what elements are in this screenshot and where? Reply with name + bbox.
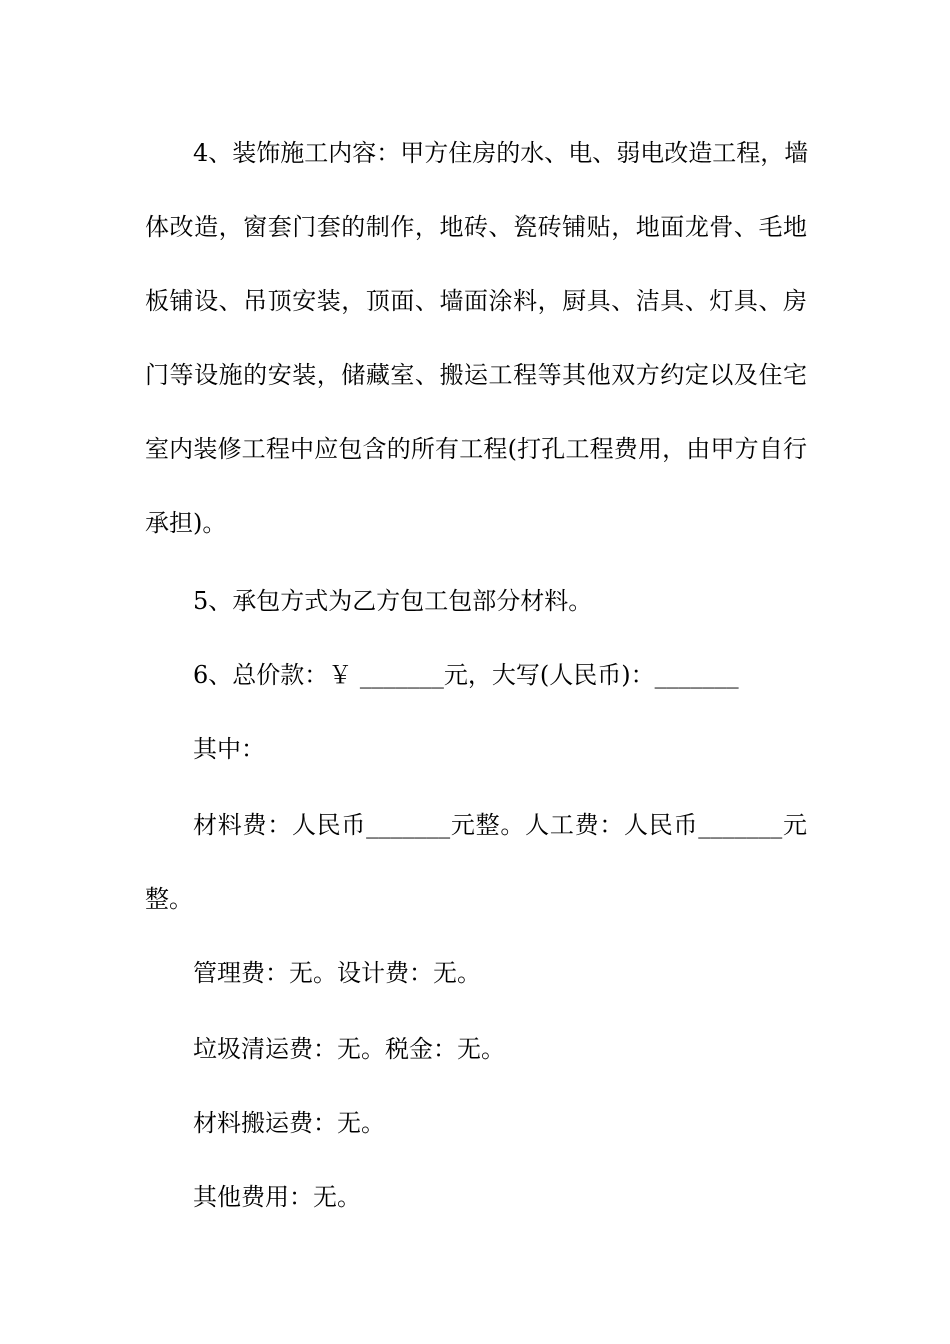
paragraph-material-labor-fees — [145, 788, 807, 936]
text-line: 室内装修工程中应包含的所有工程(打孔工程费用，由甲方自行 — [145, 435, 807, 463]
text-line: 板铺设、吊顶安装，顶面、墙面涂料，厨具、洁具、灯具、房 — [145, 287, 807, 315]
paragraph-item-6 — [145, 638, 807, 712]
text-line: 6、总价款：￥ _______元，大写(人民币)：_______ — [193, 661, 739, 689]
text-line: 材料费：人民币_______元整。人工费：人民币_______元 — [193, 811, 807, 839]
paragraph-garbage-tax-fees — [145, 1012, 807, 1086]
text-line: 管理费：无。设计费：无。 — [193, 959, 481, 987]
text-line: 材料搬运费：无。 — [193, 1109, 385, 1137]
text-line: 垃圾清运费：无。税金：无。 — [193, 1035, 505, 1063]
text-line: 整。 — [145, 885, 193, 913]
text-line: 体改造，窗套门套的制作，地砖、瓷砖铺贴，地面龙骨、毛地 — [145, 213, 807, 241]
text-line: 5、承包方式为乙方包工包部分材料。 — [193, 587, 593, 615]
paragraph-material-transport-fee — [145, 1086, 807, 1160]
paragraph-among — [145, 712, 807, 786]
paragraph-item-4 — [145, 116, 807, 560]
text-line: 承担)。 — [145, 509, 227, 537]
paragraph-management-design-fees — [145, 936, 807, 1010]
text-line: 其他费用：无。 — [193, 1183, 361, 1211]
text-line: 门等设施的安装，储藏室、搬运工程等其他双方约定以及住宅 — [145, 361, 807, 389]
paragraph-other-fees — [145, 1160, 807, 1234]
paragraph-item-5 — [145, 564, 807, 638]
text-line: 4、装饰施工内容：甲方住房的水、电、弱电改造工程，墙 — [193, 139, 809, 167]
text-line: 其中： — [193, 735, 265, 763]
